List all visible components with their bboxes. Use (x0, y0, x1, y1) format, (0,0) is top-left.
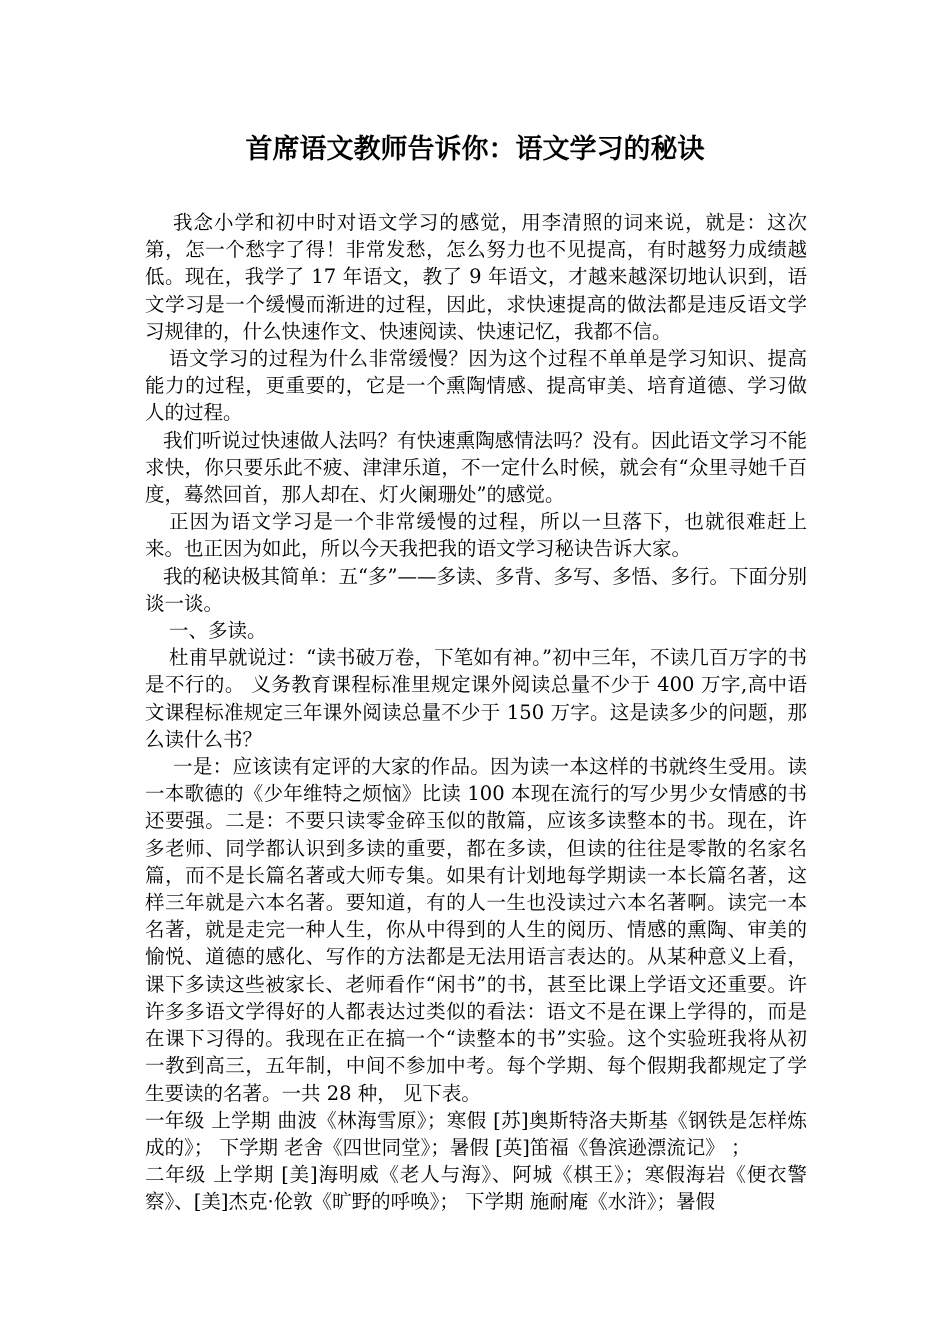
paragraph-no-shortcut: 我们听说过快速做人法吗？有快速熏陶感情法吗？没有。因此语文学习不能求快，你只要乐此不疲、津津乐道，不一定什么时候，就会有“众里寻她千百度，蓦然回首，那人却在、灯火阑珊处”的感觉。 (145, 428, 807, 507)
paragraph-what-to-read: 一是：应该读有定评的大家的作品。因为读一本这样的书就终生受用。读一本歌德的《少年维特之烦恼》比读 100 本现在流行的写少男少女情感的书还要强。二是：不要只读零金碎玉似的散篇，应该多读整本的书。现在，许多老师、同学都认识到多读的重要，都在多读，但读的往往是零散的名家名篇，而不是长篇名著或大师专集。如果有计划地每学期读一本长篇名著，这样三年就是六本名著。要知道，有的人一生也没读过六本名著啊。读完一本名著，就是走完一种人生，你从中得到的人生的阅历、情感的熏陶、审美的愉悦、道德的感化、写作的方法都是无法用语言表达的。从某种意义上看，课下多读这些被家长、老师看作“闲书”的书，甚至比课上学语文还重要。许许多多语文学得好的人都表达过类似的看法：语文不是在课上学得的，而是在课下习得的。我现在正在搞一个“读整本的书”实验。这个实验班我将从初一教到高三，五年制，中间不参加中考。每个学期、每个假期我都规定了学生要读的名著。一共 28 种， 见下表。 (145, 755, 807, 1105)
document-title: 首席语文教师告诉你：语文学习的秘诀 (245, 134, 705, 165)
paragraph-hard-to-catch-up: 正因为语文学习是一个非常缓慢的过程，所以一旦落下，也就很难赶上来。也正因为如此，所以今天我把我的语文学习秘诀告诉大家。 (145, 510, 807, 561)
paragraph-dufu-quote: 杜甫早就说过：“读书破万卷，下笔如有神。”初中三年，不读几百万字的书是不行的。 义务教育课程标准里规定课外阅读总量不少于 400 万字,高中语文课程标准规定三年课外阅读总量不少于 150 万字。这是读多少的问题，那么读什么书？ (145, 646, 807, 751)
reading-list-grade-2: 二年级 上学期 [美]海明威《老人与海》、阿城《棋王》；寒假海岩《便衣警察》、[美]杰克·伦敦《旷野的呼唤》； 下学期 施耐庵《水浒》；暑假 (145, 1163, 807, 1214)
document-body (145, 209, 807, 1216)
section-heading-read-more: 一、多读。 (169, 619, 267, 643)
paragraph-why-slow: 语文学习的过程为什么非常缓慢？因为这个过程不单单是学习知识、提高能力的过程，更重要的，它是一个熏陶情感、提高审美、培育道德、学习做人的过程。 (145, 347, 807, 425)
paragraph-five-mores: 我的秘诀极其简单：五“多”——多读、多背、多写、多悟、多行。下面分别谈一谈。 (145, 564, 807, 615)
reading-list-grade-1: 一年级 上学期 曲波《林海雪原》；寒假 [苏]奥斯特洛夫斯基《钢铁是怎样炼成的》； 下学期 老舍《四世同堂》；暑假 [英]笛福《鲁滨逊漂流记》 ； (145, 1108, 807, 1159)
paragraph-intro: 我念小学和初中时对语文学习的感觉，用李清照的词来说，就是：这次第，怎一个愁字了得！非常发愁，怎么努力也不见提高，有时越努力成绩越低。现在，我学了 17 年语文，教了 9 年语文，才越来越深切地认识到，语文学习是一个缓慢而渐进的过程，因此，求快速提高的做法都是违反语文学习规律的，什么快速作文、快速阅读、快速记忆，我都不信。 (145, 211, 807, 343)
